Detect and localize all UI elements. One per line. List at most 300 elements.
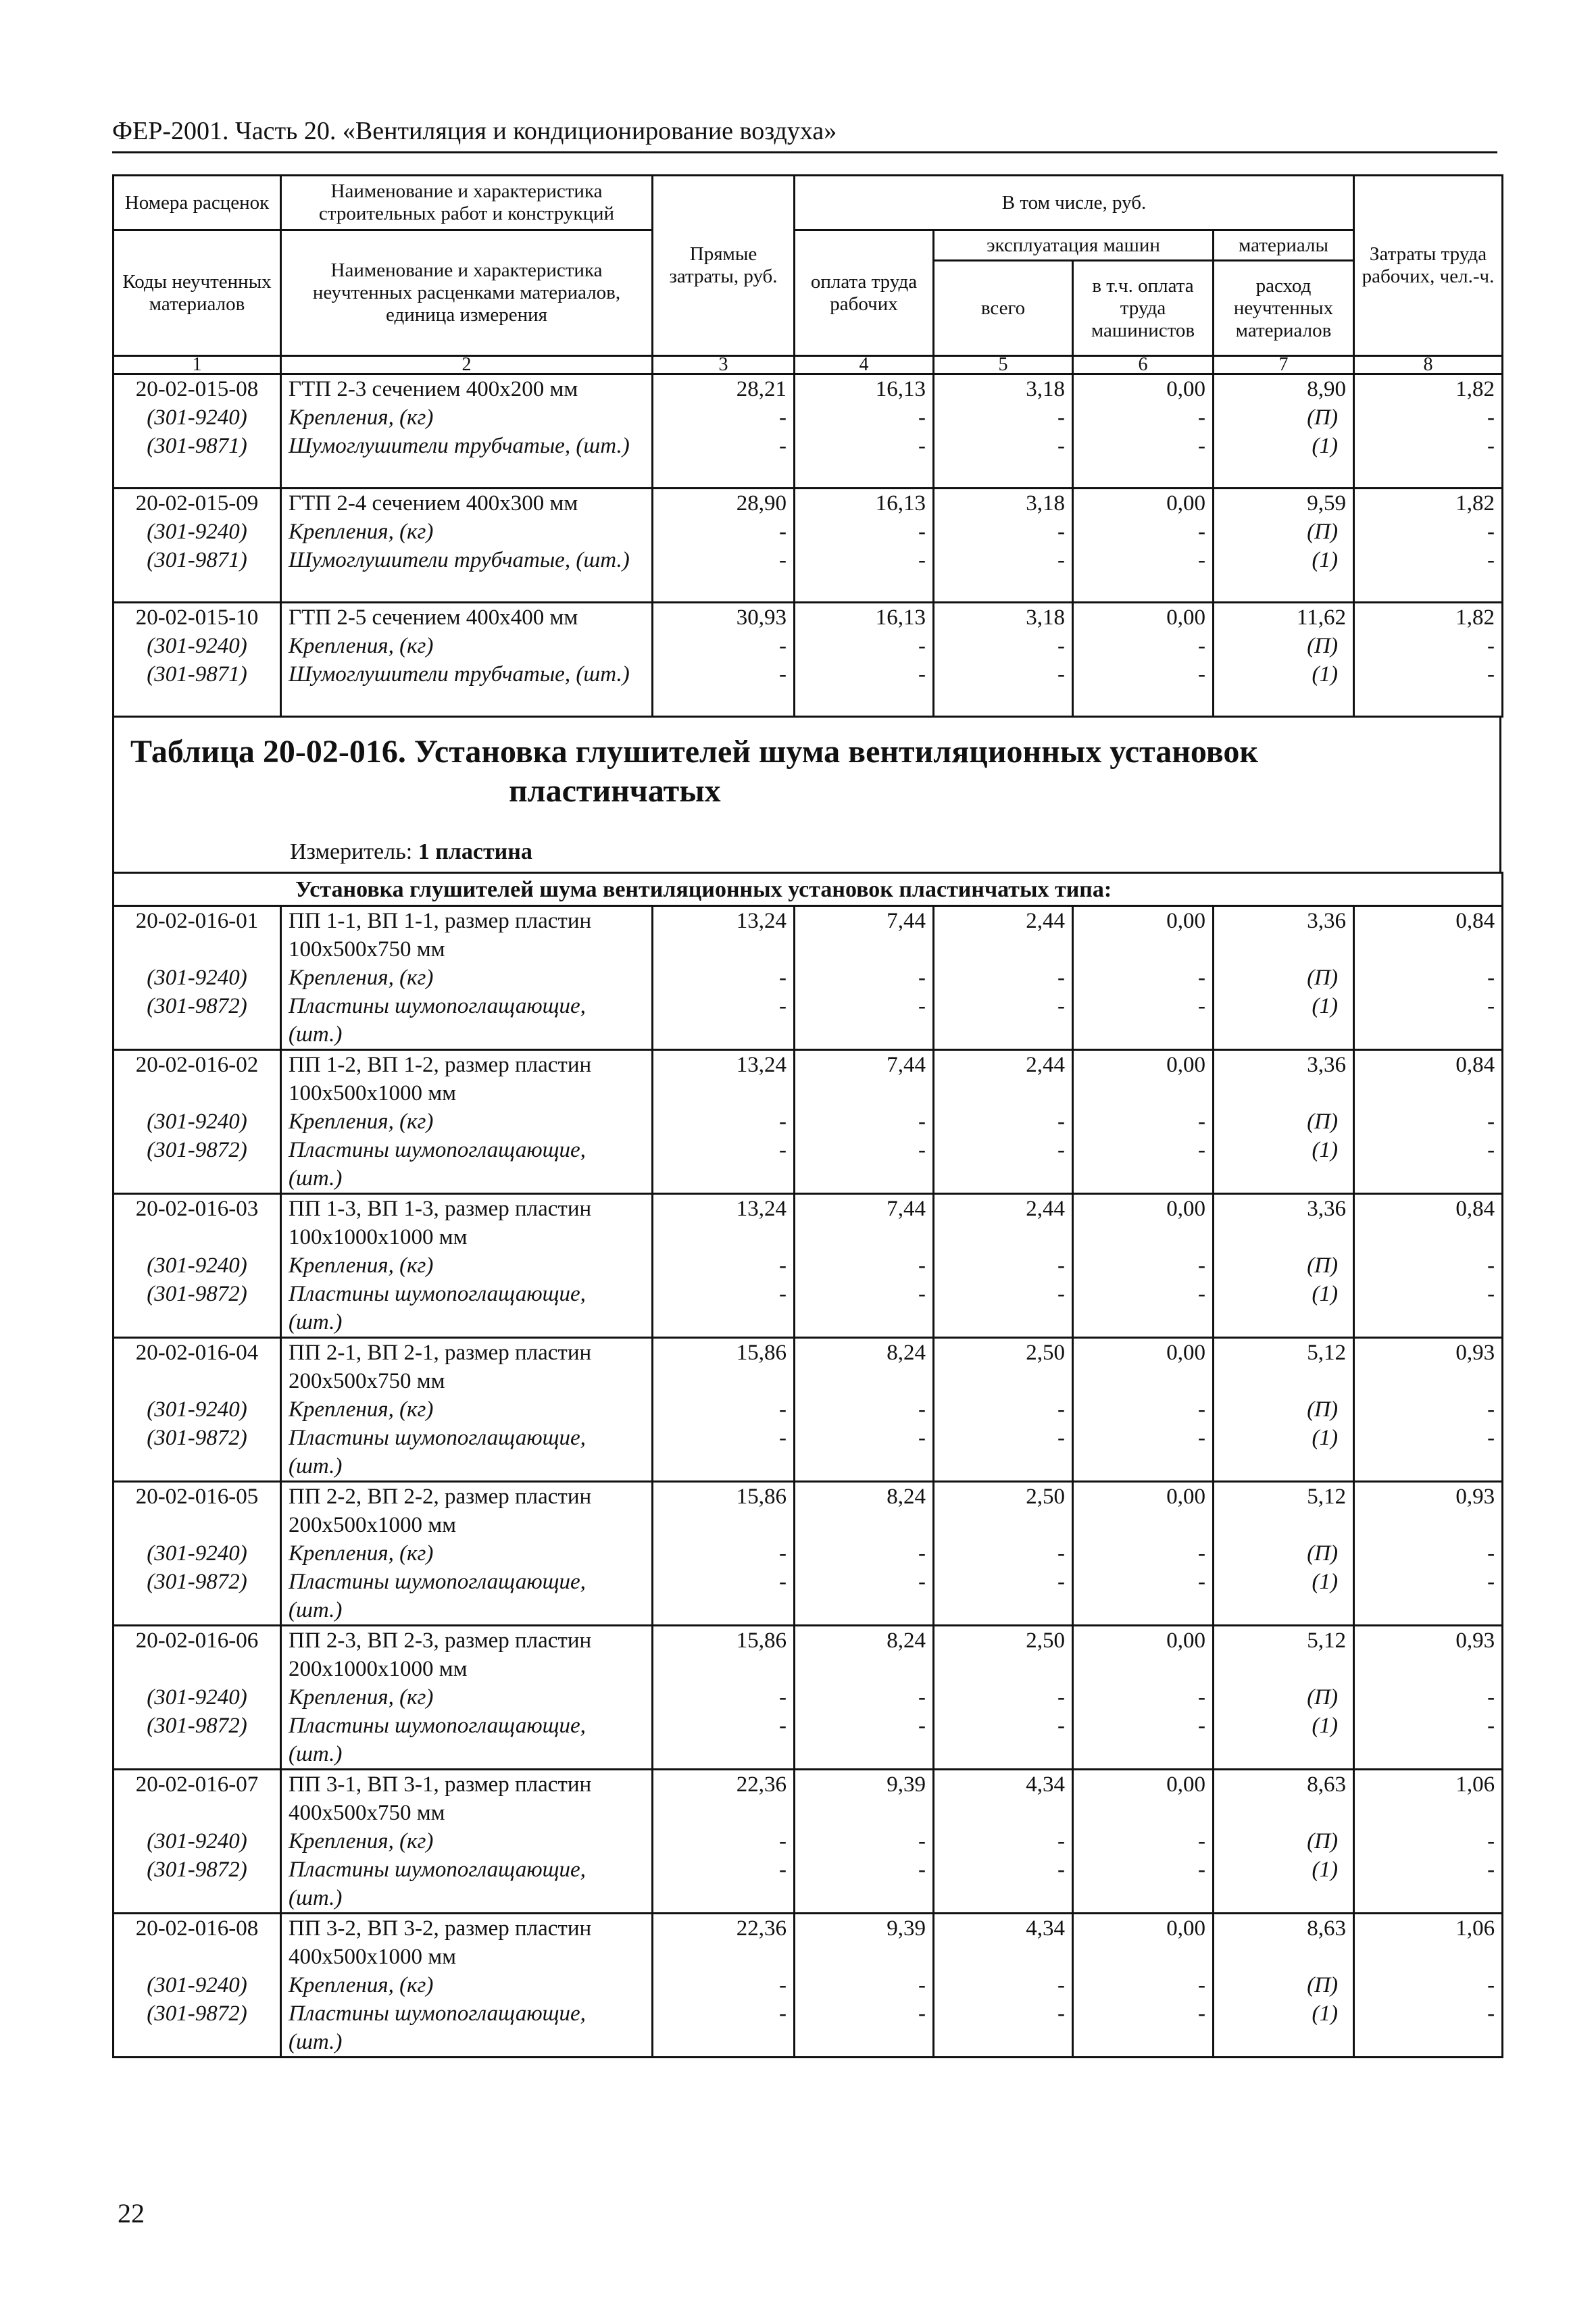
machines-total-dash: - (934, 632, 1073, 660)
table-subrow (114, 992, 1503, 1050)
material-code: (301-9872) (114, 1424, 281, 1482)
machines-total-dash: - (934, 1424, 1073, 1482)
material-code: (301-9871) (114, 432, 281, 489)
material-name: Шумоглушители трубчатые, (шт.) (281, 432, 653, 489)
materials-cost: 8,90 (1214, 374, 1354, 404)
col-header-material-consumption: расход неучтенных материалов (1214, 261, 1354, 356)
operator-pay-dash: - (1073, 1712, 1214, 1770)
operator-pay-dash: - (1073, 1971, 1214, 1999)
machines-total-dash: - (934, 964, 1073, 992)
machines-total-dash: - (934, 660, 1073, 717)
material-name: Крепления, (кг) (281, 1107, 653, 1136)
worker-pay-dash: - (795, 1280, 934, 1338)
table-subrow (114, 1539, 1503, 1568)
materials-cost: 9,59 (1214, 489, 1354, 518)
table-body-015 (114, 374, 1503, 717)
worker-pay-dash: - (795, 1568, 934, 1626)
operator-pay: 0,00 (1073, 1770, 1214, 1828)
material-unit-mark: (1) (1214, 992, 1354, 1050)
work-name: ГТП 2-4 сечением 400х300 мм (281, 489, 653, 518)
table-subrow (114, 1107, 1503, 1136)
worker-pay-dash: - (795, 1136, 934, 1194)
col-header-worker-pay: оплата труда рабочих (795, 230, 934, 356)
worker-pay: 9,39 (795, 1770, 934, 1828)
operator-pay-dash: - (1073, 1539, 1214, 1568)
worker-pay: 8,24 (795, 1482, 934, 1540)
machines-total: 2,50 (934, 1338, 1073, 1396)
col-number: 1 (114, 356, 281, 374)
materials-cost: 11,62 (1214, 603, 1354, 632)
direct-costs: 22,36 (653, 1914, 795, 1972)
operator-pay: 0,00 (1073, 1626, 1214, 1684)
direct-costs: 13,24 (653, 1194, 795, 1252)
operator-pay-dash: - (1073, 1683, 1214, 1712)
unit-value: 1 пластина (418, 839, 532, 864)
machines-total: 3,18 (934, 603, 1073, 632)
labor-hours: 1,82 (1354, 374, 1503, 404)
direct-costs-dash: - (653, 1395, 795, 1424)
labor-hours-dash: - (1354, 1280, 1503, 1338)
material-code: (301-9871) (114, 546, 281, 603)
machines-total-dash: - (934, 1107, 1073, 1136)
material-unit-mark: (П) (1214, 1827, 1354, 1856)
material-name: Крепления, (кг) (281, 1827, 653, 1856)
machines-total-dash: - (934, 403, 1073, 432)
direct-costs-dash: - (653, 1424, 795, 1482)
labor-hours: 1,82 (1354, 603, 1503, 632)
labor-hours: 0,93 (1354, 1482, 1503, 1540)
labor-hours-dash: - (1354, 1999, 1503, 2058)
material-unit-mark: (1) (1214, 1568, 1354, 1626)
material-name: Пластины шумопоглащающие, (шт.) (281, 1999, 653, 2058)
col-header-machines-total: всего (934, 261, 1073, 356)
machines-total-dash: - (934, 1568, 1073, 1626)
material-name: Крепления, (кг) (281, 1539, 653, 1568)
machines-total-dash: - (934, 1971, 1073, 1999)
material-unit-mark: (1) (1214, 1712, 1354, 1770)
table-row (114, 603, 1503, 632)
operator-pay-dash: - (1073, 1999, 1214, 2058)
table-row (114, 1050, 1503, 1108)
materials-cost: 8,63 (1214, 1914, 1354, 1972)
material-code: (301-9240) (114, 1539, 281, 1568)
price-code: 20-02-016-08 (114, 1914, 281, 1972)
worker-pay-dash: - (795, 1712, 934, 1770)
material-unit-mark: (П) (1214, 1539, 1354, 1568)
table-subrow (114, 546, 1503, 603)
operator-pay-dash: - (1073, 546, 1214, 603)
machines-total: 4,34 (934, 1914, 1073, 1972)
worker-pay: 8,24 (795, 1626, 934, 1684)
labor-hours-dash: - (1354, 1971, 1503, 1999)
table-title-line-1: Таблица 20-02-016. Установка глушителей шума вентиляционных установок (130, 734, 1258, 770)
direct-costs-dash: - (653, 1971, 795, 1999)
direct-costs-dash: - (653, 1683, 795, 1712)
work-name: ПП 3-2, ВП 3-2, размер пластин 400х500х1000 мм (281, 1914, 653, 1972)
materials-cost: 3,36 (1214, 1194, 1354, 1252)
direct-costs-dash: - (653, 1999, 795, 2058)
table-subrow (114, 1568, 1503, 1626)
labor-hours-dash: - (1354, 1539, 1503, 1568)
direct-costs: 28,21 (653, 374, 795, 404)
material-unit-mark: (П) (1214, 632, 1354, 660)
direct-costs-dash: - (653, 1280, 795, 1338)
table-subrow (114, 1971, 1503, 1999)
labor-hours: 0,84 (1354, 906, 1503, 964)
direct-costs: 22,36 (653, 1770, 795, 1828)
operator-pay: 0,00 (1073, 1914, 1214, 1972)
direct-costs-dash: - (653, 432, 795, 489)
material-unit-mark: (1) (1214, 1856, 1354, 1914)
labor-hours-dash: - (1354, 1683, 1503, 1712)
worker-pay: 16,13 (795, 603, 934, 632)
worker-pay-dash: - (795, 518, 934, 546)
direct-costs: 15,86 (653, 1482, 795, 1540)
labor-hours-dash: - (1354, 660, 1503, 717)
price-code: 20-02-016-06 (114, 1626, 281, 1684)
material-name: Крепления, (кг) (281, 632, 653, 660)
operator-pay-dash: - (1073, 1136, 1214, 1194)
operator-pay-dash: - (1073, 1107, 1214, 1136)
direct-costs-dash: - (653, 1568, 795, 1626)
labor-hours: 0,93 (1354, 1626, 1503, 1684)
worker-pay-dash: - (795, 1107, 934, 1136)
material-unit-mark: (П) (1214, 1683, 1354, 1712)
labor-hours-dash: - (1354, 518, 1503, 546)
machines-total-dash: - (934, 1539, 1073, 1568)
material-unit-mark: (П) (1214, 1971, 1354, 1999)
machines-total-dash: - (934, 1827, 1073, 1856)
operator-pay-dash: - (1073, 992, 1214, 1050)
material-name: Крепления, (кг) (281, 964, 653, 992)
operator-pay-dash: - (1073, 632, 1214, 660)
direct-costs-dash: - (653, 1539, 795, 1568)
labor-hours-dash: - (1354, 1568, 1503, 1626)
worker-pay: 7,44 (795, 1194, 934, 1252)
materials-cost: 5,12 (1214, 1338, 1354, 1396)
material-code: (301-9872) (114, 1280, 281, 1338)
material-unit-mark: (1) (1214, 432, 1354, 489)
direct-costs: 13,24 (653, 906, 795, 964)
labor-hours-dash: - (1354, 632, 1503, 660)
machines-total: 3,18 (934, 489, 1073, 518)
table-subrow (114, 1424, 1503, 1482)
col-number: 3 (653, 356, 795, 374)
worker-pay-dash: - (795, 992, 934, 1050)
material-unit-mark: (П) (1214, 1107, 1354, 1136)
direct-costs-dash: - (653, 546, 795, 603)
work-name: ПП 3-1, ВП 3-1, размер пластин 400х500х750 мм (281, 1770, 653, 1828)
material-code: (301-9240) (114, 632, 281, 660)
material-code: (301-9240) (114, 403, 281, 432)
worker-pay: 16,13 (795, 374, 934, 404)
machines-total-dash: - (934, 992, 1073, 1050)
labor-hours-dash: - (1354, 1107, 1503, 1136)
labor-hours-dash: - (1354, 546, 1503, 603)
direct-costs: 15,86 (653, 1626, 795, 1684)
table-row (114, 374, 1503, 404)
work-name: ПП 2-3, ВП 2-3, размер пластин 200х1000х1000 мм (281, 1626, 653, 1684)
material-code: (301-9240) (114, 1395, 281, 1424)
work-name: ГТП 2-3 сечением 400х200 мм (281, 374, 653, 404)
col-header-machines: эксплуатация машин (934, 230, 1214, 261)
machines-total: 2,44 (934, 1050, 1073, 1108)
labor-hours: 1,06 (1354, 1770, 1503, 1828)
table-subrow (114, 518, 1503, 546)
direct-costs-dash: - (653, 964, 795, 992)
operator-pay-dash: - (1073, 1568, 1214, 1626)
price-code: 20-02-016-05 (114, 1482, 281, 1540)
labor-hours-dash: - (1354, 1136, 1503, 1194)
machines-total: 4,34 (934, 1770, 1073, 1828)
operator-pay: 0,00 (1073, 374, 1214, 404)
labor-hours-dash: - (1354, 432, 1503, 489)
operator-pay-dash: - (1073, 1856, 1214, 1914)
work-name: ПП 1-2, ВП 1-2, размер пластин 100х500х1000 мм (281, 1050, 653, 1108)
worker-pay-dash: - (795, 1971, 934, 1999)
running-header: ФЕР-2001. Часть 20. «Вентиляция и кондиционирование воздуха» (112, 116, 1497, 153)
worker-pay-dash: - (795, 1683, 934, 1712)
table-subrow (114, 1712, 1503, 1770)
col-number: 8 (1354, 356, 1503, 374)
direct-costs-dash: - (653, 660, 795, 717)
worker-pay-dash: - (795, 1827, 934, 1856)
labor-hours-dash: - (1354, 1395, 1503, 1424)
table-row (114, 906, 1503, 964)
labor-hours-dash: - (1354, 1251, 1503, 1280)
price-code: 20-02-016-04 (114, 1338, 281, 1396)
material-name: Пластины шумопоглащающие, (шт.) (281, 1136, 653, 1194)
col-header-operator-pay: в т.ч. оплата труда машинистов (1073, 261, 1214, 356)
material-unit-mark: (1) (1214, 1999, 1354, 2058)
price-code: 20-02-015-10 (114, 603, 281, 632)
operator-pay-dash: - (1073, 964, 1214, 992)
unit-label: Измеритель: (290, 839, 413, 864)
direct-costs: 30,93 (653, 603, 795, 632)
col-number: 7 (1214, 356, 1354, 374)
material-unit-mark: (П) (1214, 1251, 1354, 1280)
direct-costs-dash: - (653, 518, 795, 546)
col-number: 4 (795, 356, 934, 374)
material-code: (301-9872) (114, 1999, 281, 2058)
operator-pay-dash: - (1073, 1280, 1214, 1338)
material-name: Шумоглушители трубчатые, (шт.) (281, 546, 653, 603)
direct-costs-dash: - (653, 403, 795, 432)
material-name: Крепления, (кг) (281, 1683, 653, 1712)
direct-costs-dash: - (653, 632, 795, 660)
table-subrow (114, 1683, 1503, 1712)
operator-pay: 0,00 (1073, 1194, 1214, 1252)
price-code: 20-02-016-03 (114, 1194, 281, 1252)
col-header-work-name: Наименование и характеристика строительных работ и конструкций (281, 176, 653, 230)
table-row (114, 1626, 1503, 1684)
worker-pay-dash: - (795, 1424, 934, 1482)
material-code: (301-9240) (114, 1683, 281, 1712)
worker-pay-dash: - (795, 632, 934, 660)
materials-cost: 5,12 (1214, 1482, 1354, 1540)
page-number: 22 (118, 2198, 145, 2229)
operator-pay: 0,00 (1073, 489, 1214, 518)
col-header-direct-costs: Прямые затраты, руб. (653, 176, 795, 356)
table-20-02-016-heading (112, 718, 1501, 872)
material-code: (301-9872) (114, 992, 281, 1050)
worker-pay: 9,39 (795, 1914, 934, 1972)
worker-pay-dash: - (795, 1539, 934, 1568)
material-code: (301-9240) (114, 518, 281, 546)
operator-pay: 0,00 (1073, 906, 1214, 964)
worker-pay-dash: - (795, 432, 934, 489)
material-name: Крепления, (кг) (281, 1251, 653, 1280)
price-code: 20-02-016-01 (114, 906, 281, 964)
material-code: (301-9872) (114, 1856, 281, 1914)
materials-cost: 3,36 (1214, 1050, 1354, 1108)
material-name: Пластины шумопоглащающие, (шт.) (281, 1568, 653, 1626)
operator-pay-dash: - (1073, 432, 1214, 489)
col-header-labor-hours: Затраты труда рабочих, чел.-ч. (1354, 176, 1503, 356)
price-code: 20-02-016-02 (114, 1050, 281, 1108)
col-number: 6 (1073, 356, 1214, 374)
material-name: Крепления, (кг) (281, 518, 653, 546)
machines-total-dash: - (934, 1395, 1073, 1424)
price-code: 20-02-015-09 (114, 489, 281, 518)
material-code: (301-9240) (114, 1107, 281, 1136)
table-subrow (114, 1395, 1503, 1424)
direct-costs-dash: - (653, 992, 795, 1050)
work-name: ПП 2-2, ВП 2-2, размер пластин 200х500х1000 мм (281, 1482, 653, 1540)
materials-cost: 5,12 (1214, 1626, 1354, 1684)
machines-total: 2,50 (934, 1482, 1073, 1540)
worker-pay: 7,44 (795, 1050, 934, 1108)
operator-pay: 0,00 (1073, 1338, 1214, 1396)
materials-cost: 3,36 (1214, 906, 1354, 964)
worker-pay-dash: - (795, 1999, 934, 2058)
material-name: Пластины шумопоглащающие, (шт.) (281, 992, 653, 1050)
table-subrow (114, 432, 1503, 489)
worker-pay: 8,24 (795, 1338, 934, 1396)
material-code: (301-9240) (114, 1827, 281, 1856)
machines-total-dash: - (934, 1683, 1073, 1712)
direct-costs-dash: - (653, 1856, 795, 1914)
labor-hours-dash: - (1354, 1712, 1503, 1770)
table-subrow (114, 1999, 1503, 2058)
work-name: ПП 1-3, ВП 1-3, размер пластин 100х1000х1000 мм (281, 1194, 653, 1252)
table-subrow (114, 1856, 1503, 1914)
labor-hours: 0,84 (1354, 1050, 1503, 1108)
material-unit-mark: (П) (1214, 518, 1354, 546)
machines-total: 3,18 (934, 374, 1073, 404)
col-header-material-name: Наименование и характеристика неучтенных расценками материалов, единица измерения (281, 230, 653, 356)
table-subrow (114, 632, 1503, 660)
col-number: 2 (281, 356, 653, 374)
table-title (130, 732, 1414, 811)
operator-pay: 0,00 (1073, 603, 1214, 632)
machines-total: 2,44 (934, 906, 1073, 964)
group-title: Установка глушителей шума вентиляционных установок пластинчатых типа: (114, 873, 1503, 906)
machines-total: 2,50 (934, 1626, 1073, 1684)
table-subrow (114, 1136, 1503, 1194)
table-subrow (114, 1251, 1503, 1280)
worker-pay-dash: - (795, 1251, 934, 1280)
material-name: Пластины шумопоглащающие, (шт.) (281, 1424, 653, 1482)
material-code: (301-9240) (114, 964, 281, 992)
table-header (114, 176, 1503, 374)
machines-total-dash: - (934, 1251, 1073, 1280)
material-name: Крепления, (кг) (281, 403, 653, 432)
material-unit-mark: (1) (1214, 1136, 1354, 1194)
work-name: ГТП 2-5 сечением 400х400 мм (281, 603, 653, 632)
operator-pay-dash: - (1073, 1251, 1214, 1280)
operator-pay-dash: - (1073, 403, 1214, 432)
labor-hours-dash: - (1354, 1856, 1503, 1914)
worker-pay-dash: - (795, 1856, 934, 1914)
operator-pay-dash: - (1073, 1827, 1214, 1856)
direct-costs-dash: - (653, 1136, 795, 1194)
table-subrow (114, 1280, 1503, 1338)
materials-cost: 8,63 (1214, 1770, 1354, 1828)
table-subrow (114, 964, 1503, 992)
document-body (112, 174, 1501, 2058)
operator-pay-dash: - (1073, 1395, 1214, 1424)
direct-costs-dash: - (653, 1251, 795, 1280)
col-header-material-codes: Коды неучтенных материалов (114, 230, 281, 356)
operator-pay-dash: - (1073, 660, 1214, 717)
col-header-materials: материалы (1214, 230, 1354, 261)
work-name: ПП 2-1, ВП 2-1, размер пластин 200х500х750 мм (281, 1338, 653, 1396)
operator-pay-dash: - (1073, 518, 1214, 546)
labor-hours-dash: - (1354, 403, 1503, 432)
material-unit-mark: (П) (1214, 403, 1354, 432)
unit-of-measure (290, 839, 532, 865)
direct-costs-dash: - (653, 1712, 795, 1770)
machines-total-dash: - (934, 1136, 1073, 1194)
labor-hours: 1,82 (1354, 489, 1503, 518)
direct-costs: 15,86 (653, 1338, 795, 1396)
material-code: (301-9872) (114, 1712, 281, 1770)
col-number: 5 (934, 356, 1073, 374)
material-name: Крепления, (кг) (281, 1971, 653, 1999)
operator-pay-dash: - (1073, 1424, 1214, 1482)
operator-pay: 0,00 (1073, 1050, 1214, 1108)
operator-pay: 0,00 (1073, 1482, 1214, 1540)
material-name: Пластины шумопоглащающие, (шт.) (281, 1856, 653, 1914)
labor-hours-dash: - (1354, 1424, 1503, 1482)
material-code: (301-9240) (114, 1251, 281, 1280)
price-code: 20-02-016-07 (114, 1770, 281, 1828)
table-subrow (114, 403, 1503, 432)
machines-total: 2,44 (934, 1194, 1073, 1252)
price-table-015 (112, 174, 1503, 718)
machines-total-dash: - (934, 1856, 1073, 1914)
direct-costs: 28,90 (653, 489, 795, 518)
price-code: 20-02-015-08 (114, 374, 281, 404)
machines-total-dash: - (934, 518, 1073, 546)
worker-pay-dash: - (795, 660, 934, 717)
col-header-price-number: Номера расценок (114, 176, 281, 230)
labor-hours-dash: - (1354, 992, 1503, 1050)
worker-pay-dash: - (795, 964, 934, 992)
table-row (114, 1770, 1503, 1828)
labor-hours-dash: - (1354, 964, 1503, 992)
material-unit-mark: (1) (1214, 546, 1354, 603)
material-unit-mark: (П) (1214, 964, 1354, 992)
labor-hours: 1,06 (1354, 1914, 1503, 1972)
worker-pay-dash: - (795, 546, 934, 603)
direct-costs-dash: - (653, 1107, 795, 1136)
price-table-016 (112, 872, 1503, 2058)
material-name: Пластины шумопоглащающие, (шт.) (281, 1712, 653, 1770)
table-subrow (114, 660, 1503, 717)
table-subrow (114, 1827, 1503, 1856)
